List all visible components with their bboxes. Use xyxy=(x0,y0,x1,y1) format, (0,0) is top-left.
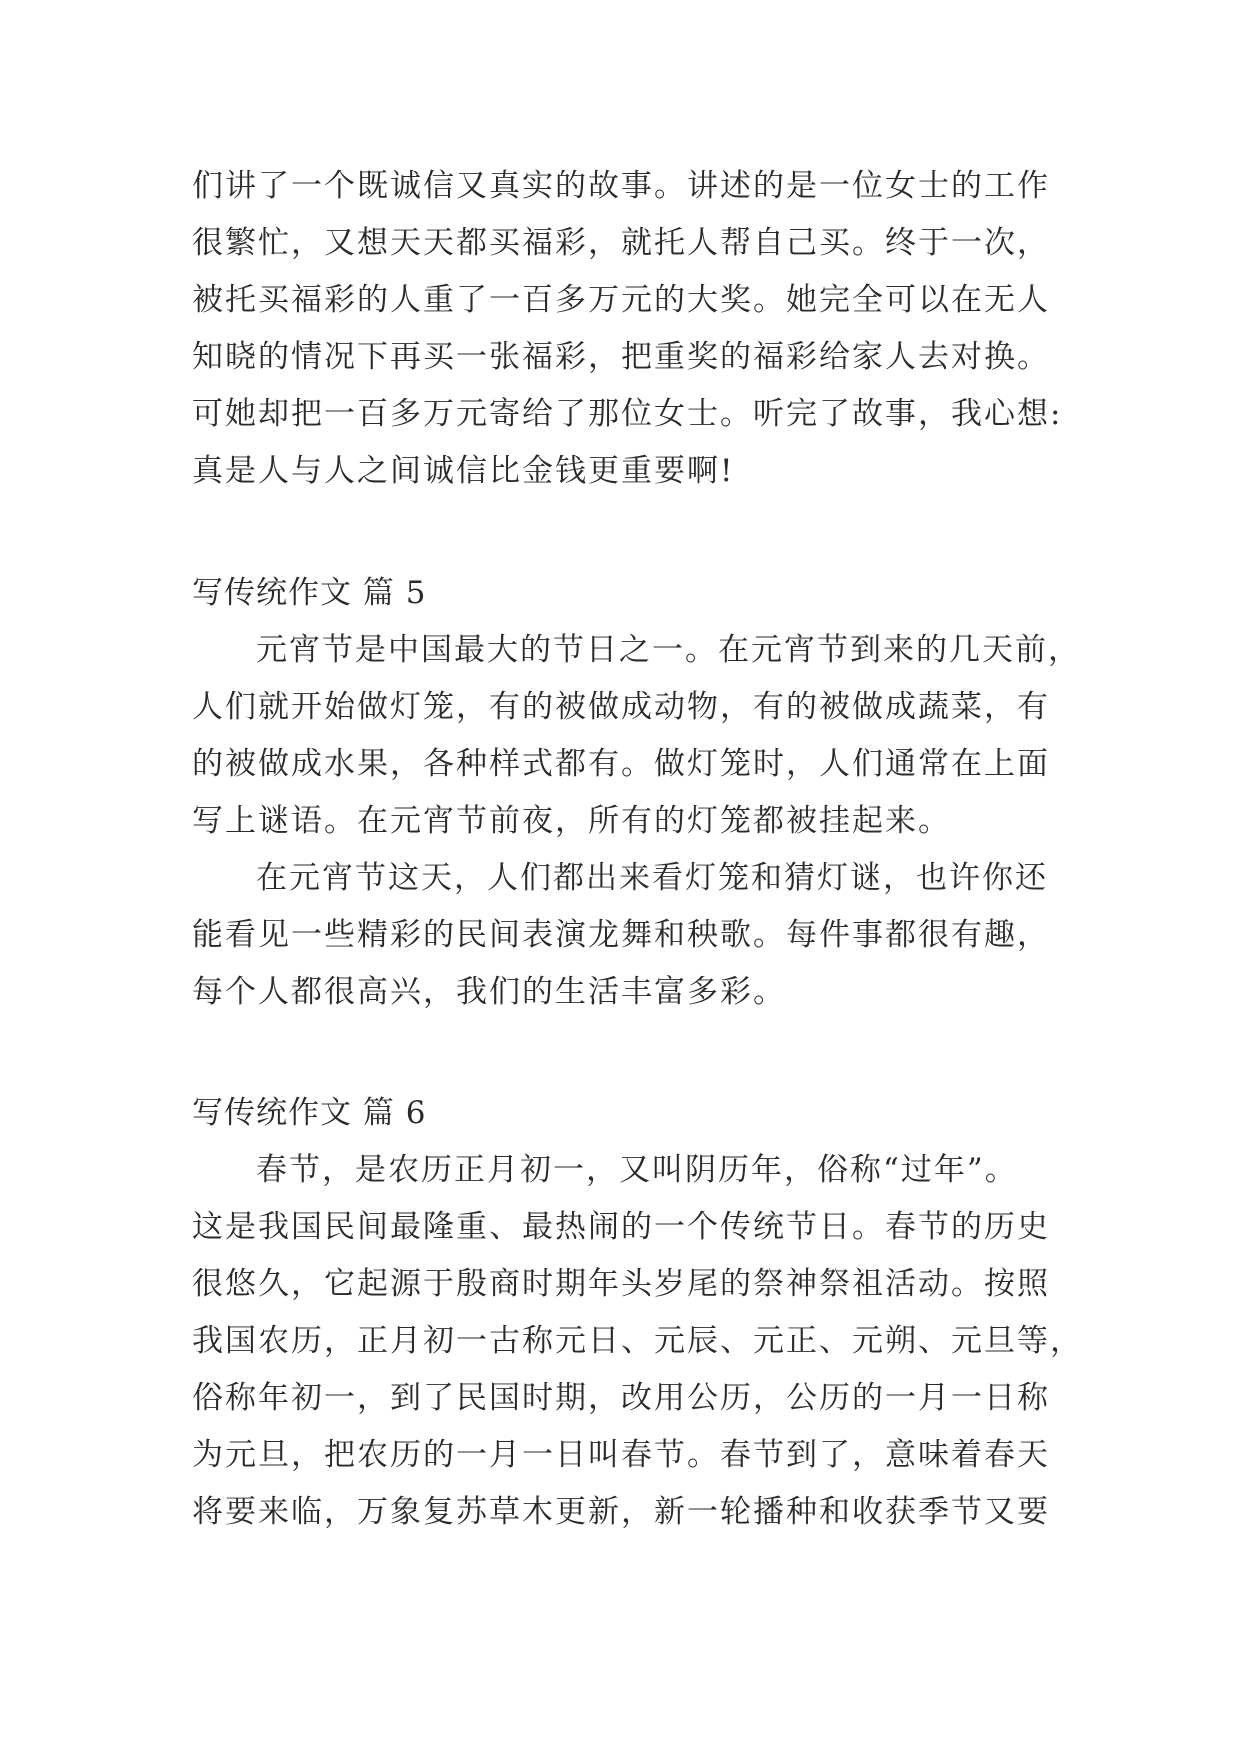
text-line: 春节，是农历正月初一，又叫阴历年，俗称“过年”。 xyxy=(256,1152,1018,1188)
text-line: 可她却把一百多万元寄给了那位女士。听完了故事，我心想: xyxy=(192,396,1063,432)
text-line: 的被做成水果，各种样式都有。做灯笼时，人们通常在上面 xyxy=(192,746,1050,782)
text-line: 知晓的情况下再买一张福彩，把重奖的福彩给家人去对换。 xyxy=(192,339,1050,375)
text-line: 人们就开始做灯笼，有的被做成动物，有的被做成蔬菜，有 xyxy=(192,689,1050,725)
text-line: 在元宵节这天，人们都出来看灯笼和猜灯谜，也许你还 xyxy=(256,860,1048,896)
text-line: 很繁忙，又想天天都买福彩，就托人帮自己买。终于一次， xyxy=(192,225,1050,261)
text-line: 很悠久，它起源于殷商时期年头岁尾的祭神祭祖活动。按照 xyxy=(192,1266,1050,1302)
text-line: 真是人与人之间诚信比金钱更重要啊! xyxy=(192,453,735,489)
section-heading: 写传统作文 篇 6 xyxy=(192,1095,427,1131)
text-line: 将要来临，万象复苏草木更新，新一轮播种和收获季节又要 xyxy=(192,1494,1050,1530)
text-line: 这是我国民间最隆重、最热闹的一个传统节日。春节的历史 xyxy=(192,1209,1050,1245)
text-line: 们讲了一个既诚信又真实的故事。讲述的是一位女士的工作 xyxy=(192,168,1050,204)
text-line: 被托买福彩的人重了一百多万元的大奖。她完全可以在无人 xyxy=(192,282,1050,318)
text-line: 能看见一些精彩的民间表演龙舞和秧歌。每件事都很有趣， xyxy=(192,917,1050,953)
text-line: 俗称年初一，到了民国时期，改用公历，公历的一月一日称 xyxy=(192,1380,1050,1416)
text-line: 写上谜语。在元宵节前夜，所有的灯笼都被挂起来。 xyxy=(192,803,951,839)
section-heading: 写传统作文 篇 5 xyxy=(192,575,427,611)
text-line: 我国农历，正月初一古称元日、元辰、元正、元朔、元旦等， xyxy=(192,1323,1083,1359)
text-line: 每个人都很高兴，我们的生活丰富多彩。 xyxy=(192,974,786,1010)
text-line: 元宵节是中国最大的节日之一。在元宵节到来的几天前， xyxy=(256,632,1081,668)
text-line: 为元旦，把农历的一月一日叫春节。春节到了，意味着春天 xyxy=(192,1437,1050,1473)
